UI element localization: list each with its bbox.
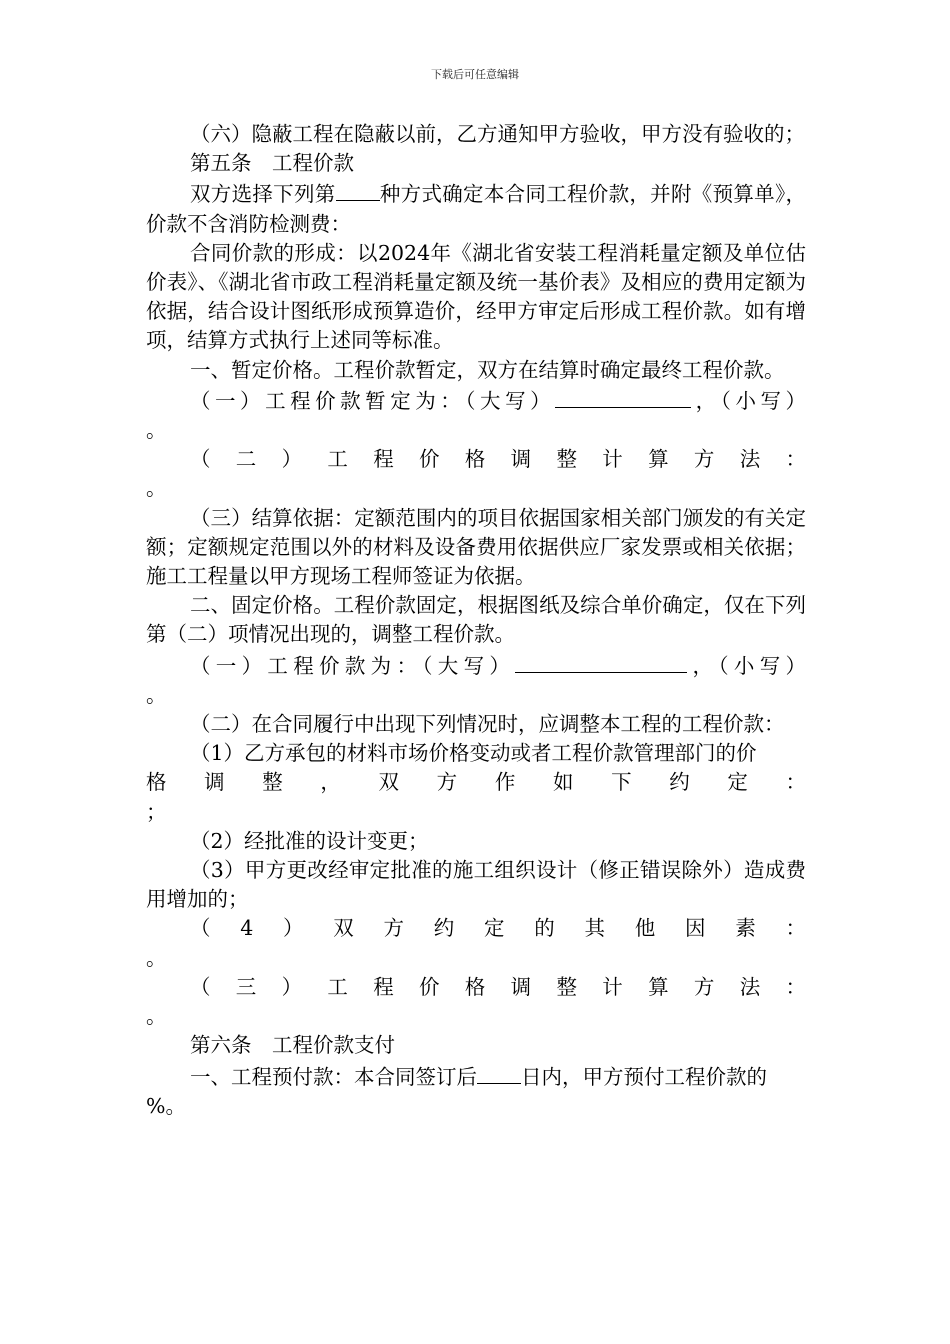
condition-3-paragraph: （3）甲方更改经审定批准的施工组织设计（修正错误除外）造成费用增加的； xyxy=(146,858,806,912)
settlement-basis-paragraph: （三）结算依据：定额范围内的项目依据国家相关部门颁发的有关定额；定额规定范围以外的材料及设备费用依据供应厂家发票或相关依据；施工工程量以甲方现场工程师签证为依据。 xyxy=(146,505,806,589)
fixed-amount-line: （一）工程价款为：（大写） ，（小写） xyxy=(146,650,806,681)
article-6-heading: 第六条 工程价款支付 xyxy=(190,1033,395,1058)
line-end-mark: 。 xyxy=(146,682,167,707)
line-end-semicolon: ； xyxy=(146,799,167,824)
condition-4-line: （4）双方约定的其他因素： xyxy=(190,916,806,941)
percent-mark: %。 xyxy=(146,1093,186,1118)
price-method-paragraph: 双方选择下列第 种方式确定本合同工程价款，并附《预算单》，价款不含消防检测费： xyxy=(146,178,806,238)
advance-payment-paragraph: 一、工程预付款：本合同签订后 日内，甲方预付工程价款的 xyxy=(146,1061,806,1092)
method-number-blank xyxy=(336,178,380,201)
fixed-price-paragraph: 二、固定价格。工程价款固定，根据图纸及综合单价确定，仅在下列第（二）项情况出现的，调整工程价款。 xyxy=(146,593,806,647)
condition-1-continued: 格调整，双方作如下约定： xyxy=(146,770,806,795)
condition-1-line: （1）乙方承包的材料市场价格变动或者工程价款管理部门的价 xyxy=(190,741,757,766)
page-header: 下载后可任意编辑 xyxy=(431,68,519,81)
provisional-amount-line: （一）工程价款暂定为：（大写） ，（小写） xyxy=(146,385,806,416)
line-end-mark: 。 xyxy=(146,1004,167,1029)
line-end-mark: 。 xyxy=(146,418,167,443)
price-formation-paragraph: 合同价款的形成：以2024年《湖北省安装工程消耗量定额及单位估价表》、《湖北省市政工程消耗量定额及统一基价表》及相应的费用定额为依据，结合设计图纸形成预算造价，经甲方审定后形成工程价款。如有增项，结算方式执行上述同等标准。 xyxy=(146,240,806,353)
article-5-heading: 第五条 工程价款 xyxy=(190,151,354,176)
days-blank xyxy=(477,1061,521,1084)
line-end-mark: 。 xyxy=(146,476,167,501)
line-end-mark: 。 xyxy=(146,945,167,970)
fixed-amount-blank xyxy=(515,650,687,673)
provisional-price-paragraph: 一、暂定价格。工程价款暂定，双方在结算时确定最终工程价款。 xyxy=(190,357,785,382)
adjustment-method-3-line: （三）工程价格调整计算方法： xyxy=(190,974,806,999)
clause-6-hidden-works: （六）隐蔽工程在隐蔽以前，乙方通知甲方验收，甲方没有验收的； xyxy=(190,122,805,146)
adjustment-method-line: （二）工程价格调整计算方法： xyxy=(190,447,806,472)
contract-body xyxy=(146,120,806,1121)
amount-uppercase-blank xyxy=(555,385,691,408)
adjustment-conditions-paragraph: （二）在合同履行中出现下列情况时，应调整本工程的工程价款： xyxy=(190,712,785,737)
condition-2-line: （2）经批准的设计变更； xyxy=(190,828,429,853)
